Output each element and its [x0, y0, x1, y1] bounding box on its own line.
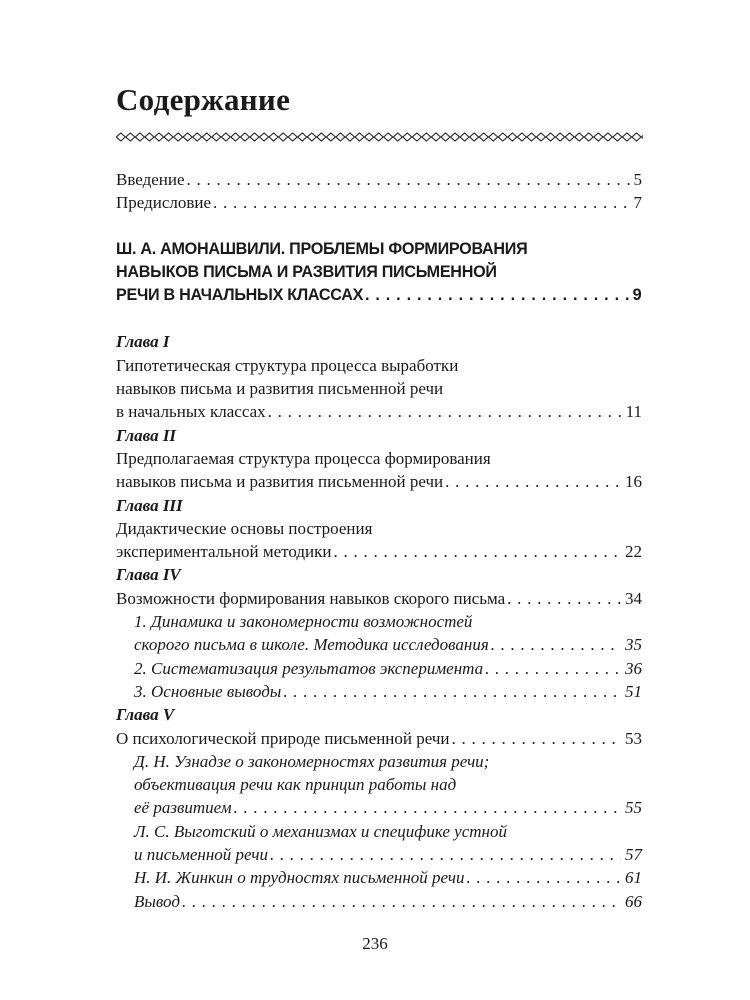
toc-line [116, 703, 642, 726]
toc-text: Ш. А. АМОНАШВИЛИ. ПРОБЛЕМЫ ФОРМИРОВАНИЯ [116, 238, 528, 258]
toc-line [116, 470, 642, 493]
toc-page-number: 34 [625, 588, 642, 608]
toc-line [116, 283, 641, 306]
toc-page-number: 55 [625, 798, 642, 818]
toc-text: Вывод [134, 891, 180, 911]
toc-text: и письменной речи [134, 845, 268, 865]
toc-subentry[interactable] [116, 657, 642, 680]
dot-leader [505, 587, 621, 610]
diamond-ornament-divider [116, 132, 643, 142]
toc-entry[interactable] [116, 587, 642, 610]
dot-leader [281, 680, 621, 703]
toc-page-number: 16 [625, 472, 642, 492]
toc-line [116, 377, 642, 400]
dot-leader [450, 727, 621, 750]
toc-text: Д. Н. Узнадзе о закономерностях развития речи; [134, 751, 490, 771]
toc-line [116, 587, 642, 610]
toc-text: Глава I [116, 332, 170, 352]
toc-line [116, 330, 642, 353]
toc-entry[interactable] [116, 168, 642, 191]
toc-page-number: 22 [625, 542, 642, 562]
toc-subentry[interactable] [116, 680, 642, 703]
toc-line [116, 890, 642, 913]
table-of-contents [116, 168, 642, 913]
dot-leader [489, 633, 621, 656]
toc-page-number: 11 [625, 402, 642, 422]
toc-page-number: 61 [625, 868, 642, 888]
toc-text: навыков письма и развития письменной речи [116, 379, 444, 399]
toc-line [116, 796, 642, 819]
toc-line [116, 680, 642, 703]
toc-line [116, 866, 642, 889]
dot-leader [266, 400, 622, 423]
toc-text: Предполагаемая структура процесса формирования [116, 448, 491, 468]
toc-page-number: 53 [625, 728, 642, 748]
toc-text: скорого письма в школе. Методика исследования [134, 635, 489, 655]
toc-text: Дидактические основы построения [116, 518, 373, 538]
chapter-heading [116, 330, 642, 353]
toc-text: НАВЫКОВ ПИСЬМА И РАЗВИТИЯ ПИСЬМЕННОЙ [116, 261, 497, 281]
toc-subentry[interactable] [116, 890, 642, 913]
toc-page-number: 51 [625, 681, 642, 701]
toc-text: Введение [116, 170, 185, 189]
toc-line [116, 354, 642, 377]
toc-text: Гипотетическая структура процесса выработки [116, 355, 459, 375]
toc-entry[interactable] [116, 517, 642, 564]
toc-text: Глава III [116, 495, 183, 515]
toc-line [116, 563, 642, 586]
toc-text: Глава V [116, 705, 175, 725]
toc-line [116, 727, 642, 750]
dot-leader [211, 191, 629, 214]
toc-page-number: 9 [632, 285, 642, 305]
toc-text: экспериментальной методики [116, 542, 332, 562]
toc-line [116, 540, 642, 563]
dot-leader [268, 843, 621, 866]
toc-subentry[interactable] [116, 610, 642, 657]
dot-leader [443, 470, 621, 493]
dot-leader [180, 890, 621, 913]
toc-line [116, 168, 642, 191]
toc-page-number: 35 [625, 635, 642, 655]
dot-leader [483, 657, 621, 680]
toc-text: в начальных классах [116, 402, 266, 422]
toc-text: Н. И. Жинкин о трудностях письменной речи [134, 868, 465, 888]
toc-line [116, 424, 642, 447]
toc-line [116, 657, 642, 680]
toc-page-number: 36 [625, 658, 642, 678]
dot-leader [232, 796, 621, 819]
chapter-heading [116, 703, 642, 726]
toc-entry[interactable] [116, 447, 642, 494]
toc-part-heading[interactable] [116, 237, 642, 307]
chapter-heading [116, 563, 642, 586]
page-title: Содержание [116, 82, 291, 117]
dot-leader [464, 866, 621, 889]
chapter-heading [116, 494, 642, 517]
toc-line [116, 494, 642, 517]
chapter-heading [116, 424, 642, 447]
toc-entry[interactable] [116, 727, 642, 750]
toc-text: 2. Систематизация результатов эксперимента [134, 658, 484, 678]
toc-line [116, 400, 642, 423]
toc-text: навыков письма и развития письменной речи [116, 472, 444, 492]
toc-page-number: 57 [625, 845, 642, 865]
toc-page-number: 66 [625, 891, 642, 911]
toc-text: О психологической природе письменной речи [116, 728, 450, 748]
toc-line [116, 237, 641, 260]
toc-text: Глава IV [116, 565, 181, 585]
dot-leader [331, 540, 621, 563]
toc-text: объективация речи как принцип работы над [134, 775, 457, 795]
toc-text: 3. Основные выводы [134, 681, 282, 701]
page-number: 236 [362, 934, 388, 953]
toc-text: РЕЧИ В НАЧАЛЬНЫХ КЛАССАХ [116, 285, 364, 305]
toc-line [116, 191, 642, 214]
toc-text: Л. С. Выготский о механизмах и специфике устной [134, 821, 507, 841]
toc-line [116, 260, 641, 283]
toc-page-number: 7 [633, 193, 642, 213]
toc-entry[interactable] [116, 191, 642, 214]
toc-subentry[interactable] [116, 866, 642, 889]
toc-text: Предисловие [116, 193, 212, 213]
toc-page-number: 5 [633, 170, 642, 189]
dot-leader [185, 168, 630, 191]
toc-text: 1. Динамика и закономерности возможностей [134, 612, 473, 632]
toc-line [116, 750, 642, 773]
toc-entry[interactable] [116, 354, 642, 424]
toc-line [116, 517, 642, 540]
toc-line [116, 447, 642, 470]
toc-line [116, 820, 642, 843]
dot-leader [363, 283, 629, 306]
toc-line [116, 773, 642, 796]
toc-text: Возможности формирования навыков скорого письма [116, 588, 506, 608]
spacer [116, 215, 642, 237]
toc-subentry[interactable] [116, 750, 642, 820]
toc-line [116, 633, 642, 656]
toc-text: Глава II [116, 425, 177, 445]
toc-line [116, 610, 642, 633]
spacer [116, 306, 642, 330]
toc-line [116, 843, 642, 866]
toc-subentry[interactable] [116, 820, 642, 867]
toc-text: её развитием [134, 798, 232, 818]
